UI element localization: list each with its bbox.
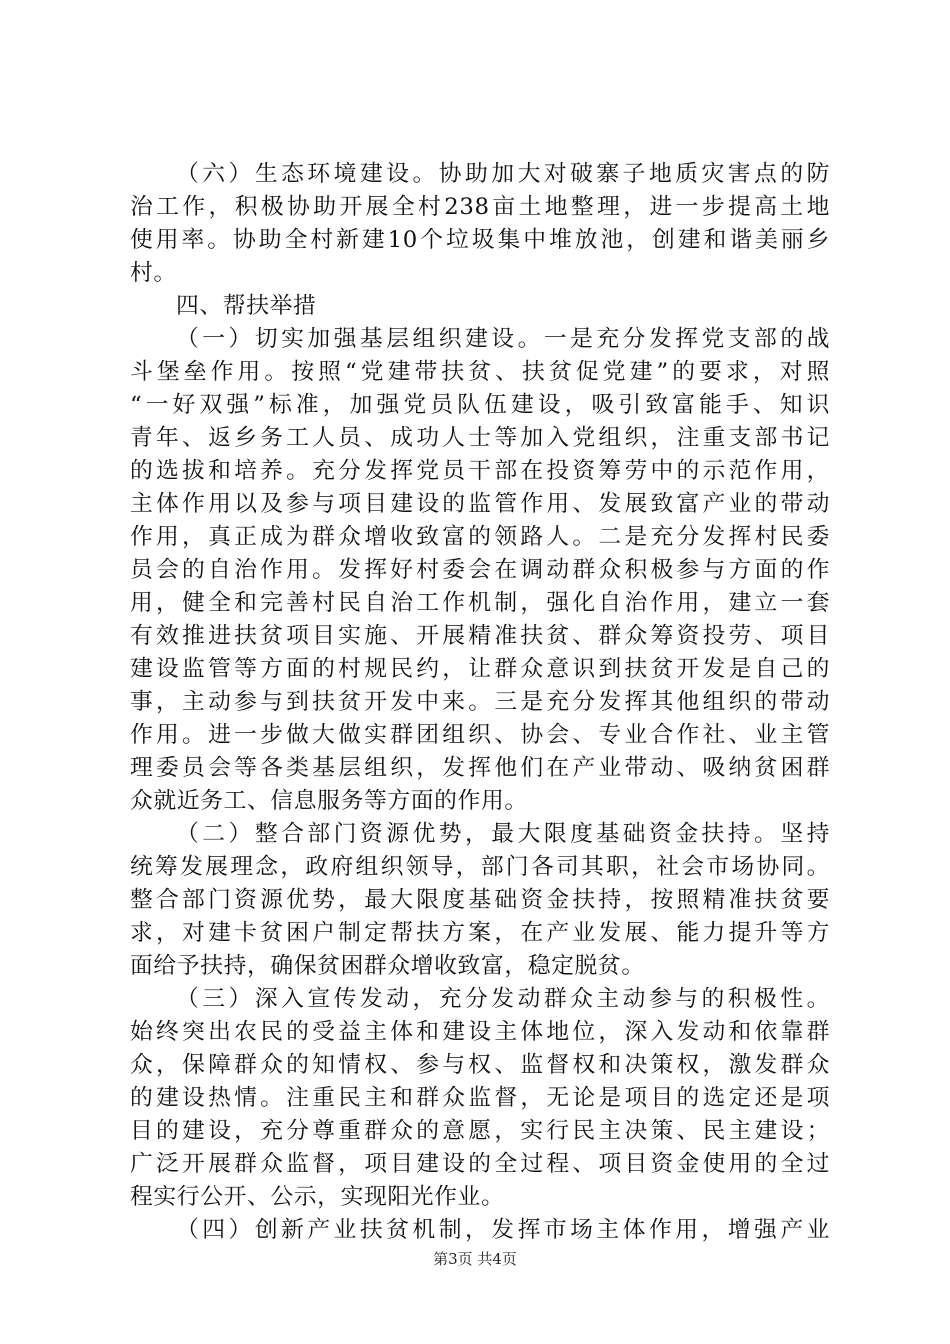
text-line: 有效推进扶贫项目实施、开展精准扶贫、群众筹资投劳、项目 — [130, 623, 830, 649]
text-line: 统筹发展理念，政府组织领导，部门各司其职，社会市场协同。 — [130, 854, 830, 880]
text-line: （一）切实加强基层组织建设。一是充分发挥党支部的战 — [176, 326, 830, 352]
text-line: 众，保障群众的知情权、参与权、监督权和决策权，激发群众 — [130, 1052, 830, 1078]
text-line: 建设监管等方面的村规民约，让群众意识到扶贫开发是自己的 — [130, 656, 830, 682]
text-line: （三）深入宣传发动，充分发动群众主动参与的积极性。 — [176, 986, 830, 1012]
text-line: “一好双强”标准，加强党员队伍建设，吸引致富能手、知识 — [130, 392, 830, 418]
text-line: 用，健全和完善村民自治工作机制，强化自治作用，建立一套 — [130, 590, 830, 616]
text-line: 求，对建卡贫困户制定帮扶方案，在产业发展、能力提升等方 — [130, 920, 830, 946]
text-line: （二）整合部门资源优势，最大限度基础资金扶持。坚持 — [176, 821, 830, 847]
section-heading: 四、帮扶举措 — [176, 293, 317, 319]
text-line: 的选拔和培养。充分发挥党员干部在投资筹劳中的示范作用， — [130, 458, 830, 484]
text-line: 主体作用以及参与项目建设的监管作用、发展致富产业的带动 — [130, 491, 830, 517]
text-line: 斗堡垒作用。按照“党建带扶贫、扶贫促党建”的要求，对照 — [130, 359, 830, 385]
text-line: 程实行公开、公示，实现阳光作业。 — [130, 1184, 505, 1210]
text-line: 广泛开展群众监督，项目建设的全过程、项目资金使用的全过 — [130, 1151, 830, 1177]
text-line: 青年、返乡务工人员、成功人士等加入党组织，注重支部书记 — [130, 425, 830, 451]
text-line: 使用率。协助全村新建10个垃圾集中堆放池，创建和谐美丽乡 — [130, 227, 830, 253]
text-line: 理委员会等各类基层组织，发挥他们在产业带动、吸纳贫困群 — [130, 755, 830, 781]
text-line: 整合部门资源优势，最大限度基础资金扶持，按照精准扶贫要 — [130, 887, 830, 913]
text-line: （四）创新产业扶贫机制，发挥市场主体作用，增强产业 — [176, 1217, 830, 1243]
text-line: 目的建设，充分尊重群众的意愿，实行民主决策、民主建设； — [130, 1118, 830, 1144]
text-line: （六）生态环境建设。协助加大对破寨子地质灾害点的防 — [176, 161, 830, 187]
text-line: 始终突出农民的受益主体和建设主体地位，深入发动和依靠群 — [130, 1019, 830, 1045]
text-line: 治工作，积极协助开展全村238亩土地整理，进一步提高土地 — [130, 194, 830, 220]
text-line: 众就近务工、信息服务等方面的作用。 — [130, 788, 528, 814]
text-line: 作用，真正成为群众增收致富的领路人。二是充分发挥村民委 — [130, 524, 830, 550]
text-line: 事，主动参与到扶贫开发中来。三是充分发挥其他组织的带动 — [130, 689, 830, 715]
text-line: 村。 — [130, 260, 177, 286]
text-line: 作用。进一步做大做实群团组织、协会、专业合作社、业主管 — [130, 722, 830, 748]
text-line: 面给予扶持，确保贫困群众增收致富，稳定脱贫。 — [130, 953, 645, 979]
document-body — [130, 158, 830, 1247]
text-line: 的建设热情。注重民主和群众监督，无论是项目的选定还是项 — [130, 1085, 830, 1111]
page-number-footer: 第3页 共4页 — [433, 1250, 517, 1268]
text-line: 员会的自治作用。发挥好村委会在调动群众积极参与方面的作 — [130, 557, 830, 583]
